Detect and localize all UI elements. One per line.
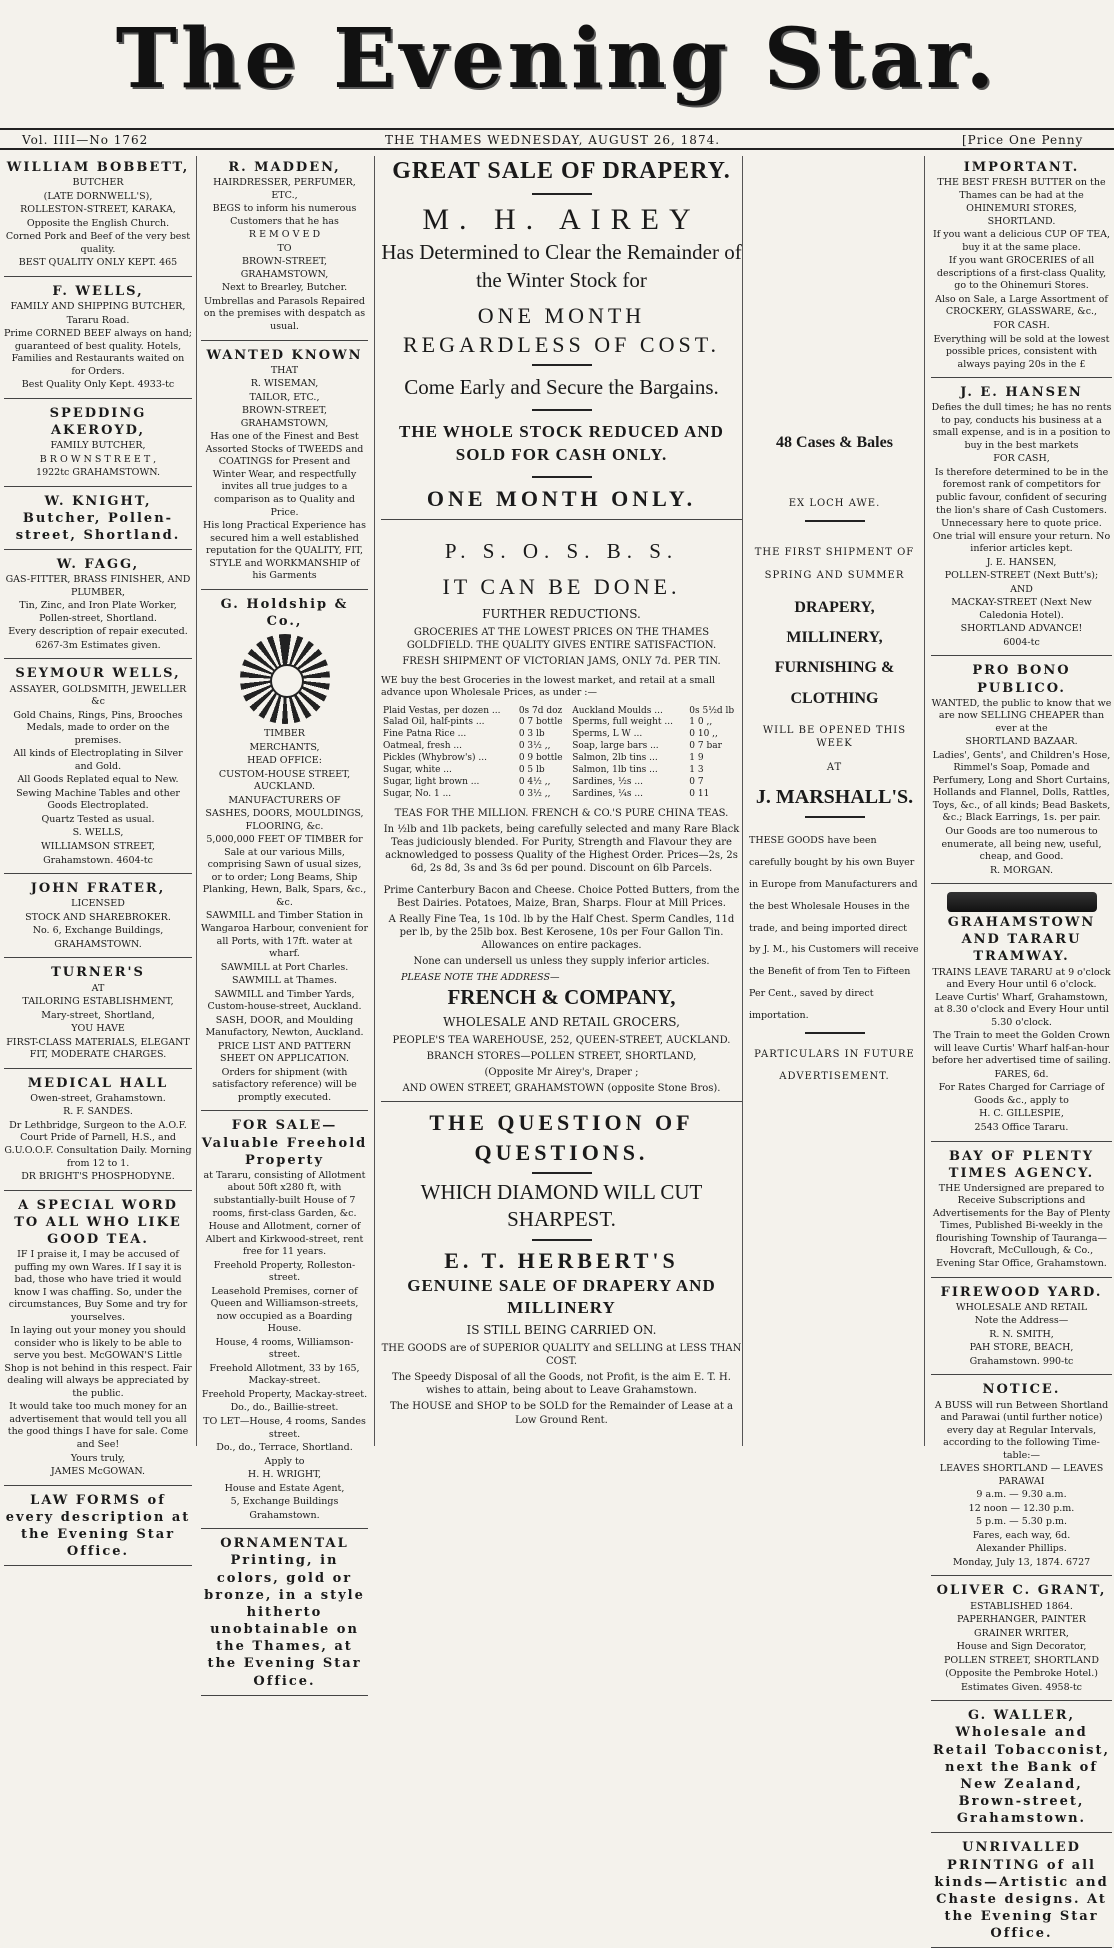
advert-heading: G. WALLER, Wholesale and Retail Tobacconist, next the Bank of New Zealand, Brown-street, Grahamstown. bbox=[932, 1708, 1110, 1827]
advert-line: House, 4 rooms, Williamson-street. bbox=[215, 1336, 354, 1361]
advert-line: FARES, 6d. bbox=[994, 1068, 1049, 1080]
advert bbox=[4, 1072, 192, 1191]
advert-line: Freehold Allotment, 33 by 165, Mackay-street. bbox=[209, 1362, 360, 1387]
advert bbox=[931, 1579, 1112, 1701]
advert-line: BUTCHER bbox=[72, 177, 124, 189]
advert bbox=[4, 402, 192, 487]
table-cell: 1 9 bbox=[689, 753, 704, 764]
advert-line: Grahamstown. 4604-tc bbox=[43, 854, 153, 866]
advert bbox=[4, 553, 192, 659]
advert-line: THAT bbox=[270, 364, 299, 376]
advert-line: Tararu Road. bbox=[66, 314, 130, 326]
advert-heading: W. KNIGHT, Butcher, Pollen-street, Shortland. bbox=[15, 493, 181, 543]
table-cell: 0 7 bbox=[689, 776, 704, 787]
advert-line: SHORTLAND BAZAAR. bbox=[965, 736, 1078, 748]
advert-line: J. E. HANSEN, bbox=[986, 556, 1057, 568]
column-4 bbox=[742, 156, 920, 1446]
advert-line: Prime CORNED BEEF always on hand; guaranteed of best quality. Hotels, Families and Restaurants waited on for Orders. bbox=[4, 328, 192, 377]
advert-line: FAMILY AND SHIPPING BUTCHER, bbox=[10, 301, 186, 313]
advert-line: Apply to bbox=[264, 1455, 305, 1467]
advert-line: B R O W N S T R E E T , bbox=[39, 453, 157, 465]
section-rule bbox=[381, 519, 742, 520]
advert-line: Defies the dull times; he has no rents to pay, conducts his business at a small expense, and is in a position to buy in the best markets bbox=[931, 402, 1112, 451]
advert-line: ROLLESTON-STREET, KARAKA, bbox=[20, 204, 176, 216]
advert-line: IF I praise it, I may be accused of puffing my own Wares. If I say it is bad, those who have tried it would know I was chaffing. So, under the circumstances, Buy Some and try for yourselves. bbox=[8, 1249, 188, 1323]
further-reductions: FURTHER REDUCTIONS. bbox=[482, 607, 641, 622]
advert-line: Grahamstown. bbox=[249, 1509, 320, 1521]
great-sale-heading: GREAT SALE OF DRAPERY. bbox=[392, 158, 731, 184]
advert-line: FOR CASH, bbox=[993, 453, 1050, 465]
table-cell: Fine Patna Rice ... bbox=[383, 729, 467, 740]
can-be-done-heading: IT CAN BE DONE. bbox=[442, 574, 681, 600]
advert-line: SASHES, DOORS, MOULDINGS, FLOORING, &c. bbox=[205, 808, 364, 832]
advert-line: Do., do., Baillie-street. bbox=[230, 1402, 339, 1414]
advert-line: House and Allotment, corner of Albert and Kirkwood-street, rent free for 11 years. bbox=[205, 1221, 364, 1258]
advert-line: R. F. SANDES. bbox=[63, 1106, 133, 1118]
advert-line: Note the Address— bbox=[974, 1315, 1069, 1327]
still-carried-text: IS STILL BEING CARRIED ON. bbox=[466, 1322, 657, 1337]
column-5 bbox=[924, 156, 1112, 1942]
advert-heading: GRAHAMSTOWN AND TARARU TRAMWAY. bbox=[947, 915, 1096, 965]
advert bbox=[931, 156, 1112, 378]
advert-line: TRAINS LEAVE TARARU at 9 o'clock and Every Hour until 6 o'clock. Leave Curtis' Wharf, Grahamstown, at 8.30 o'clock and Every Hour until 5.30 o'clock. bbox=[932, 966, 1111, 1028]
advert-line: Grahamstown. 990-tc bbox=[969, 1355, 1074, 1367]
divider bbox=[532, 1172, 592, 1174]
advert-line: Freehold Property, Mackay-street. bbox=[201, 1388, 368, 1400]
advert-line: SAWMILL at Port Charles. bbox=[220, 961, 349, 973]
advert bbox=[4, 961, 192, 1068]
airey-heading: M. H. AIREY bbox=[422, 202, 701, 236]
advert-line: Also on Sale, a Large Assortment of CROCKERY, GLASSWARE, &c., bbox=[935, 293, 1108, 318]
table-cell: 0 7 bottle bbox=[518, 717, 563, 728]
advert-heading: W. FAGG, bbox=[56, 557, 140, 573]
advert-line: PRICE LIST AND PATTERN SHEET ON APPLICATION. bbox=[217, 1040, 352, 1065]
first-shipment: THE FIRST SHIPMENT OF bbox=[754, 547, 915, 559]
advert-line: SAWMILL and Timber Station in Wangaroa Harbour, convenient for all Ports, with 17ft. water at wharf. bbox=[201, 910, 369, 960]
table-row bbox=[381, 741, 742, 753]
cases-heading: 48 Cases & Bales bbox=[776, 434, 893, 451]
advert-line: House and Estate Agent, bbox=[224, 1482, 345, 1494]
one-month-only-heading: ONE MONTH ONLY. bbox=[426, 486, 697, 512]
advert-line: BEST QUALITY ONLY KEPT. 465 bbox=[18, 257, 178, 269]
divider bbox=[532, 409, 592, 411]
advert-line: GRAHAMSTOWN. bbox=[54, 938, 142, 950]
table-cell: Salmon, 2lb tins ... bbox=[572, 753, 658, 764]
table-cell: Sugar, No. 1 ... bbox=[383, 788, 452, 799]
advert-line: Gold Chains, Rings, Pins, Brooches Medals, made to order on the premises. bbox=[13, 709, 183, 746]
opened-text: WILL BE OPENED THIS WEEK bbox=[762, 725, 907, 750]
advert-line: 5,000,000 FEET OF TIMBER for Sale at our various Mills, comprising Sawn of usual sizes, or to order; Long Beams, Ship Planking, Hewn, Balk, Spars, &c., &c. bbox=[202, 834, 367, 908]
advert-line: In laying out your money you should consider who is likely to be able to serve you best. McGOWAN'S Little Shop is not behind in this respect. Fair dealing will always be appreciated by the public. bbox=[4, 1325, 192, 1399]
advert-line: 5 p.m. — 5.30 p.m. bbox=[975, 1516, 1068, 1528]
advert-line: BEGS to inform his numerous Customers that he has bbox=[212, 203, 357, 227]
advert bbox=[201, 1114, 368, 1529]
drapery-heading: DRAPERY, MILLINERY, FURNISHING & CLOTHING bbox=[774, 598, 895, 707]
advert-line: GAS-FITTER, BRASS FINISHER, AND PLUMBER, bbox=[5, 574, 191, 598]
advert-line: 6267-3m Estimates given. bbox=[35, 639, 161, 651]
jams-notice: FRESH SHIPMENT OF VICTORIAN JAMS, ONLY 7d. PER TIN. bbox=[402, 656, 721, 668]
advert-line: TO LET—House, 4 rooms, Sandes street. bbox=[203, 1416, 366, 1440]
particulars-text: PARTICULARS IN FUTURE ADVERTISEMENT. bbox=[754, 1048, 915, 1082]
advert-line: SASH, DOOR, and Moulding Manufactory, Newton, Auckland. bbox=[205, 1014, 364, 1039]
advert-line: R E M O V E D bbox=[248, 229, 321, 241]
advert bbox=[4, 1489, 192, 1567]
spacer bbox=[749, 156, 920, 426]
advert-line: Do., do., Terrace, Shortland. bbox=[216, 1442, 353, 1454]
advert-heading: JOHN FRATER, bbox=[30, 881, 166, 897]
regardless-heading: REGARDLESS OF COST. bbox=[402, 331, 721, 357]
advert-heading: R. MADDEN, bbox=[228, 160, 341, 175]
advert-line: Best Quality Only Kept. 4933-tc bbox=[21, 379, 175, 391]
advert-line: Our Goods are too numerous to enumerate, all being new, useful, cheap, and Good. bbox=[941, 826, 1102, 863]
advert-line: Fares, each way, 6d. bbox=[972, 1529, 1071, 1541]
advert-heading: IMPORTANT. bbox=[963, 160, 1080, 175]
advert-line: OHINEMURI STORES, SHORTLAND. bbox=[966, 203, 1077, 227]
advert bbox=[4, 490, 192, 550]
advert-line: (Opposite the Pembroke Hotel.) bbox=[945, 1668, 1098, 1680]
advert bbox=[931, 659, 1112, 884]
advert-heading: TURNER'S bbox=[51, 965, 145, 981]
house-shop-text: The HOUSE and SHOP to be SOLD for the Remainder of Lease at a Low Ground Rent. bbox=[390, 1401, 733, 1426]
advert-line: HAIRDRESSER, PERFUMER, ETC., bbox=[213, 177, 356, 201]
advert-heading: LAW FORMS of every description at the Evening Star Office. bbox=[5, 1492, 191, 1560]
masthead-title: The Evening Star. bbox=[115, 11, 999, 107]
advert-heading: ORNAMENTAL Printing, in colors, gold or bronze, in a style hitherto unobtainable on the Thames, at the Evening Star Office. bbox=[204, 1536, 365, 1689]
genuine-sale-heading: GENUINE SALE OF DRAPERY AND MILLINERY bbox=[407, 1276, 716, 1318]
advert-line: GRAINER WRITER, bbox=[974, 1627, 1069, 1639]
divider bbox=[532, 1239, 592, 1241]
french-company-heading: FRENCH & COMPANY, bbox=[447, 985, 676, 1010]
advert-line: TAILORING ESTABLISHMENT, bbox=[22, 996, 174, 1008]
divider bbox=[532, 364, 592, 366]
advert-line: 2543 Office Tararu. bbox=[974, 1121, 1069, 1133]
at-text: AT bbox=[826, 761, 843, 773]
table-cell: Sugar, light brown ... bbox=[383, 776, 480, 787]
table-cell: 0 4½ ,, bbox=[518, 776, 551, 787]
advert-line: AT bbox=[91, 982, 105, 994]
advert-line: All kinds of Electroplating in Silver and Gold. bbox=[13, 748, 183, 772]
table-cell: Sperms, full weight ... bbox=[572, 717, 673, 728]
advert-line: AND bbox=[1010, 583, 1033, 595]
advert-line: SAWMILL at Thames. bbox=[231, 975, 337, 987]
advert-line: FOR CASH. bbox=[993, 320, 1050, 331]
advert bbox=[931, 1704, 1112, 1833]
advert-line: 6004-tc bbox=[1003, 636, 1040, 648]
table-row bbox=[381, 729, 742, 741]
advert-line: Leasehold Premises, corner of Queen and Williamson-streets, now occupied as a Boarding House. bbox=[210, 1285, 359, 1335]
advert-line: H. H. WRIGHT, bbox=[247, 1469, 322, 1481]
volume-number: Vol. IIII—No 1762 bbox=[22, 133, 149, 147]
advert-line: STOCK AND SHAREBROKER. bbox=[25, 911, 171, 923]
tram-icon bbox=[947, 892, 1097, 912]
sawblade-icon bbox=[240, 634, 330, 724]
masthead bbox=[0, 0, 1114, 118]
advert bbox=[931, 1145, 1112, 1278]
advert-line: at Tararu, consisting of Allotment about 50ft x280 ft, with substantially-built House of 7 rooms, first-class Garden, &c. bbox=[203, 1169, 366, 1219]
table-cell: 0 3½ ,, bbox=[518, 741, 551, 752]
advert-line: Yours truly, bbox=[70, 1452, 126, 1464]
advert-line: SAWMILL and Timber Yards, Custom-house-street, Auckland. bbox=[207, 988, 362, 1013]
branch-text: BRANCH STORES—POLLEN STREET, SHORTLAND, bbox=[426, 1050, 697, 1062]
table-cell: Pickles (Whybrow's) ... bbox=[383, 753, 487, 764]
advert-line: TAILOR, ETC., bbox=[249, 391, 320, 403]
teas-heading: TEAS FOR THE MILLION. FRENCH & CO.'S PURE CHINA TEAS. bbox=[394, 807, 729, 819]
advert-heading: PRO BONO PUBLICO. bbox=[972, 663, 1071, 696]
advert-line: FIRST-CLASS MATERIALS, ELEGANT FIT, MODERATE CHARGES. bbox=[6, 1036, 190, 1061]
table-cell: 0s 5½d lb bbox=[689, 705, 735, 716]
table-cell: 0s 7d doz bbox=[518, 705, 563, 716]
advert-heading: G. Holdship & Co., bbox=[220, 596, 349, 629]
table-row bbox=[381, 789, 742, 801]
canterbury-text: Prime Canterbury Bacon and Cheese. Choice Potted Butters, from the Best Dairies. Potatoes, Maize, Bran, Sharps. Flour at Mill Prices. bbox=[383, 884, 740, 909]
advert-line: TO bbox=[277, 242, 292, 254]
advert bbox=[4, 1194, 192, 1486]
advert bbox=[4, 662, 192, 874]
table-cell: 0 7 bar bbox=[689, 741, 722, 752]
question-heading: THE QUESTION OF QUESTIONS. bbox=[429, 1110, 694, 1165]
advert-line: Quartz Tested as usual. bbox=[41, 813, 155, 825]
advert-line: MANUFACTURERS OF bbox=[228, 794, 341, 806]
advert-line: THE Undersigned are prepared to Receive Subscriptions and Advertisements for the Bay of Plenty Times, Published Bi-weekly in the flourishing Township of Tauranga—Hovcraft, McCullough, & Co., Evening Star Office, Grahamstown. bbox=[932, 1182, 1111, 1269]
opposite-text: (Opposite Mr Airey's, Draper ; bbox=[484, 1067, 639, 1079]
come-early-text: Come Early and Secure the Bargains. bbox=[404, 374, 719, 399]
advert-line: 12 noon — 12.30 p.m. bbox=[968, 1502, 1075, 1514]
advert-heading: A SPECIAL WORD TO ALL WHO LIKE GOOD TEA. bbox=[14, 1197, 182, 1247]
table-cell: Salmon, 1lb tins ... bbox=[572, 764, 658, 775]
advert-line: POLLEN STREET, SHORTLAND bbox=[944, 1654, 1099, 1666]
advert-line: Dr Lethbridge, Surgeon to the A.O.F. Court Pride of Parnell, H.S., and G.U.O.O.F. Consultation Daily. Morning from 12 to 1. bbox=[4, 1119, 192, 1169]
table-cell: Auckland Moulds ... bbox=[572, 705, 663, 716]
advert-line: All Goods Replated equal to New. bbox=[17, 774, 179, 786]
advert-line: Tin, Zinc, and Iron Plate Worker, Pollen-street, Shortland. bbox=[19, 600, 177, 624]
table-cell: Sardines, ¼s ... bbox=[572, 788, 643, 799]
advert-heading: BAY OF PLENTY TIMES AGENCY. bbox=[948, 1148, 1095, 1181]
advert bbox=[931, 1281, 1112, 1376]
advert-line: MERCHANTS, bbox=[249, 741, 320, 753]
advert-line: Umbrellas and Parasols Repaired on the premises with despatch as usual. bbox=[203, 295, 366, 332]
spring-summer: SPRING AND SUMMER bbox=[764, 570, 905, 582]
advert-line: WILLIAMSON STREET, bbox=[41, 841, 155, 852]
these-goods-text: THESE GOODS have been carefully bought by his own Buyer in Europe from Manufacturers and the best Wholesale Houses in the trade, and being imported direct by J. M., his Customers will receive the Benefit of from Ten to Fifteen Per Cent., saved by direct importation. bbox=[749, 835, 919, 1021]
advert bbox=[931, 887, 1112, 1141]
divider bbox=[805, 520, 865, 522]
advert-line: Mary-street, Shortland, bbox=[41, 1009, 155, 1021]
divider bbox=[532, 193, 592, 195]
herbert-heading: E. T. HERBERT'S bbox=[444, 1247, 679, 1273]
advert-line: Opposite the English Church. bbox=[26, 217, 170, 229]
dateline bbox=[0, 128, 1114, 150]
advert-line: YOU HAVE bbox=[71, 1023, 125, 1035]
advert bbox=[201, 344, 368, 590]
advert-line: For Rates Charged for Carriage of Goods &c., apply to bbox=[938, 1082, 1105, 1106]
advert-line: PAH STORE, BEACH, bbox=[969, 1342, 1074, 1354]
table-row bbox=[381, 706, 742, 718]
teas-body: In ½lb and 1lb packets, being carefully selected and many Rare Black Teas judiciously blended. For Purity, Strength and Flavour they are acknowledged to possess Quality of the Highest Order. Prices—2s, 2s 6d, 2s 8d, 3s and 3s 6d per pound. Discount on 6lb Parcels. bbox=[383, 823, 740, 875]
advert-line: The Train to meet the Golden Crown will leave Curtis' Wharf half-an-hour before her advertised time of sailing. bbox=[932, 1030, 1111, 1067]
table-cell: Sugar, white ... bbox=[383, 764, 452, 775]
column-1 bbox=[4, 156, 192, 1560]
groceries-notice: GROCERIES AT THE LOWEST PRICES ON THE THAMES GOLDFIELD. THE QUALITY GIVES ENTIRE SATISFACTION. bbox=[406, 626, 717, 652]
ex-loch-awe: EX LOCH AWE. bbox=[788, 498, 881, 510]
advert-heading: NOTICE. bbox=[982, 1382, 1061, 1398]
advert-line: Every description of repair executed. bbox=[8, 626, 188, 638]
column-3 bbox=[374, 156, 742, 1446]
advert-heading: FOR SALE—Valuable Freehold Property bbox=[201, 1118, 368, 1168]
advert-line: Next to Brearley, Butcher. bbox=[221, 282, 348, 294]
advert-line: It would take too much money for an advertisement that would tell you all the good things I have for sale. Come and See! bbox=[7, 1401, 189, 1450]
advert-line: FAMILY BUTCHER, bbox=[50, 440, 146, 452]
advert-line: No. 6, Exchange Buildings, bbox=[32, 925, 164, 937]
advert bbox=[201, 156, 368, 341]
advert-heading: MEDICAL HALL bbox=[27, 1075, 169, 1091]
advert bbox=[931, 1378, 1112, 1576]
price: [Price One Penny bbox=[962, 133, 1084, 147]
goods-text: THE GOODS are of SUPERIOR QUALITY and SELLING at LESS THAN COST. bbox=[381, 1342, 742, 1367]
advert-heading: WANTED KNOWN bbox=[206, 347, 363, 363]
advert-line: 5, Exchange Buildings bbox=[230, 1496, 339, 1508]
determined-text: Has Determined to Clear the Remainder of the Winter Stock for bbox=[381, 240, 742, 292]
advert bbox=[201, 593, 368, 1112]
advert-line: Alexander Phillips. bbox=[976, 1543, 1067, 1555]
marshall-heading: J. MARSHALL'S. bbox=[755, 785, 914, 808]
advert-line: Unnecessary here to quote price. One trial will ensure your return. No inferior articles kept. bbox=[932, 518, 1111, 555]
table-row bbox=[381, 765, 742, 777]
owen-street-text: AND OWEN STREET, GRAHAMSTOWN (opposite Stone Bros). bbox=[402, 1083, 721, 1095]
advert-heading: J. E. HANSEN bbox=[960, 385, 1083, 401]
table-cell: 0 3½ ,, bbox=[518, 788, 551, 799]
advert-line: TIMBER bbox=[264, 728, 305, 740]
section-rule bbox=[381, 1101, 742, 1102]
advert-line: BROWN-STREET, GRAHAMSTOWN, bbox=[240, 256, 329, 280]
advert-line: House and Sign Decorator, bbox=[956, 1641, 1087, 1653]
advert-line: Sewing Machine Tables and other Goods Electroplated. bbox=[16, 787, 180, 812]
advert-heading: SPEDDING AKEROYD, bbox=[49, 405, 147, 438]
advert-line: Estimates Given. 4958-tc bbox=[961, 1681, 1082, 1693]
one-month-heading: ONE MONTH bbox=[477, 302, 646, 328]
speedy-text: The Speedy Disposal of all the Goods, not Profit, is the aim E. T. H. wishes to attain, being about to Leave Grahamstown. bbox=[392, 1372, 731, 1397]
advert-line: SHORTLAND ADVANCE! bbox=[960, 623, 1083, 635]
table-cell: 0 10 ,, bbox=[689, 729, 718, 740]
advert-line: CUSTOM-HOUSE STREET, AUCKLAND. bbox=[218, 768, 351, 793]
table-cell: Sperms, L W ... bbox=[572, 729, 643, 740]
we-buy-text: WE buy the best Groceries in the lowest market, and retail at a small advance upon Wholesale Prices, as under :— bbox=[381, 674, 716, 699]
fine-tea-text: A Really Fine Tea, 1s 10d. lb by the Half Chest. Sperm Candles, 11d per lb, by the 25lb box. Best Kerosene, 10s per Four Gallon Tin. Allowances on entire packages. bbox=[388, 913, 735, 952]
divider bbox=[805, 1032, 865, 1034]
advert-line: LICENSED bbox=[71, 898, 125, 910]
advert-line: LEAVES SHORTLAND — LEAVES PARAWAI bbox=[939, 1463, 1104, 1487]
advert-heading: SEYMOUR WELLS, bbox=[15, 666, 181, 682]
advert-line: S. WELLS, bbox=[72, 827, 124, 839]
advert-line: Freehold Property, Rolleston-street. bbox=[213, 1259, 356, 1284]
advert-line: MACKAY-STREET (Next New Caledonia Hotel). bbox=[951, 597, 1092, 621]
advert-line: Owen-street, Grahamstown. bbox=[30, 1092, 166, 1104]
table-cell: Soap, large bars ... bbox=[572, 741, 659, 752]
advert-heading: UNRIVALLED PRINTING of all kinds—Artistic and Chaste designs. At the Evening Star Office. bbox=[934, 1840, 1109, 1942]
table-cell: 1 3 bbox=[689, 764, 704, 775]
column-2 bbox=[196, 156, 369, 1689]
please-note-text: PLEASE NOTE THE ADDRESS— bbox=[401, 971, 560, 983]
advert-line: HEAD OFFICE: bbox=[247, 755, 322, 767]
advert-line: H. C. GILLESPIE, bbox=[979, 1108, 1064, 1120]
table-cell: 0 11 bbox=[689, 788, 710, 799]
diamond-heading: WHICH DIAMOND WILL CUT SHARPEST. bbox=[420, 1179, 703, 1232]
table-row bbox=[381, 717, 742, 729]
price-table bbox=[381, 706, 742, 801]
divider bbox=[532, 476, 592, 478]
advert-line: Ladies', Gents', and Children's Hose, Rimmel's Soap, Pomade and Perfumery, Long and Short Curtains, Hollands and Flannel, Dolls, Rattles, Toys, &c., of all kinds; Bead Baskets, &c.; Black Earrings, 1s. per pair. bbox=[932, 749, 1111, 824]
advert-line: ASSAYER, GOLDSMITH, JEWELLER &c bbox=[9, 683, 187, 708]
table-row bbox=[381, 777, 742, 789]
advert-line: R. MORGAN. bbox=[989, 864, 1054, 876]
advert-line: THE BEST FRESH BUTTER on the Thames can be had at the bbox=[937, 177, 1106, 201]
advert-line: Is therefore determined to be in the foremost rank of competitors for public favour, confident of securing the lion's share of Cash Customers. bbox=[934, 466, 1109, 516]
advert-line: WHOLESALE AND RETAIL bbox=[955, 1301, 1088, 1313]
advert-heading: F. WELLS, bbox=[52, 283, 144, 299]
warehouse-text: PEOPLE'S TEA WAREHOUSE, 252, QUEEN-STREET, AUCKLAND. bbox=[392, 1034, 731, 1046]
psoss-heading: P. S. O. S. B. S. bbox=[444, 539, 679, 564]
table-cell: 1 0 ,, bbox=[689, 717, 713, 728]
advert-line: ESTABLISHED 1864. bbox=[970, 1600, 1073, 1612]
advert-line: R. WISEMAN, bbox=[250, 378, 319, 390]
advert-line: WANTED, the public to know that we are now SELLING CHEAPER than ever at the bbox=[931, 697, 1112, 734]
whole-stock-text: THE WHOLE STOCK REDUCED AND SOLD FOR CASH ONLY. bbox=[399, 422, 724, 464]
advert-line: A BUSS will run Between Shortland and Parawai (until further notice) every day at Regular Intervals, according to the following Time-table:— bbox=[934, 1399, 1109, 1461]
advert-line: BROWN-STREET, GRAHAMSTOWN, bbox=[240, 405, 329, 429]
advert-line: His long Practical Experience has secured him a well established reputation for the QUALITY, FIT, STYLE and WORKMANSHIP of his Garments bbox=[203, 520, 366, 582]
table-row bbox=[381, 753, 742, 765]
advert-line: If you want a delicious CUP OF TEA, buy it at the same place. bbox=[932, 229, 1111, 253]
advert-line: POLLEN-STREET (Next Butt's); bbox=[944, 570, 1099, 582]
advert bbox=[4, 280, 192, 399]
advert bbox=[4, 156, 192, 277]
advert-heading: OLIVER C. GRANT, bbox=[936, 1583, 1107, 1599]
none-can-text: None can undersell us unless they supply inferior articles. bbox=[413, 956, 710, 968]
advert-line: Corned Pork and Beef of the very best quality. bbox=[5, 231, 191, 255]
advert bbox=[4, 877, 192, 958]
place-date: THE THAMES WEDNESDAY, AUGUST 26, 1874. bbox=[385, 133, 721, 147]
table-cell: 0 9 bottle bbox=[518, 753, 563, 764]
advert bbox=[931, 1836, 1112, 1948]
advert-line: 1922tc GRAHAMSTOWN. bbox=[36, 467, 160, 479]
table-cell: 0 3 lb bbox=[518, 729, 545, 740]
divider bbox=[805, 816, 865, 818]
advert-line: Orders for shipment (with satisfactory reference) will be promptly executed. bbox=[212, 1066, 357, 1103]
table-cell: Salad Oil, half-pints ... bbox=[383, 717, 485, 728]
table-cell: 0 5 lb bbox=[518, 764, 545, 775]
advert-line: (LATE DORNWELL'S), bbox=[43, 190, 153, 202]
advert-line: Monday, July 13, 1874. 6727 bbox=[952, 1556, 1091, 1568]
advert-heading: WILLIAM BOBBETT, bbox=[6, 160, 190, 175]
advert-line: R. N. SMITH, bbox=[989, 1328, 1054, 1340]
advert bbox=[931, 381, 1112, 656]
advert-line: PAPERHANGER, PAINTER bbox=[957, 1614, 1086, 1626]
advert-line: If you want GROCERIES of all descriptions of a first-class Quality, go to the Ohinemuri Stores. bbox=[936, 255, 1107, 292]
advert-line: Has one of the Finest and Best Assorted Stocks of TWEEDS and COATINGS for Present and Winter Wear, and respectfully invites all true judges to a comparison as to Quality and Price. bbox=[205, 431, 364, 518]
wholesale-text: WHOLESALE AND RETAIL GROCERS, bbox=[443, 1014, 680, 1029]
advert-line: Everything will be sold at the lowest possible prices, consistent with always paying 20s in the £ bbox=[933, 333, 1110, 370]
advert-line: 9 a.m. — 9.30 a.m. bbox=[976, 1489, 1067, 1501]
table-cell: Plaid Vestas, per dozen ... bbox=[383, 705, 501, 716]
advert-heading: FIREWOOD YARD. bbox=[940, 1284, 1103, 1300]
table-cell: Sardines, ½s ... bbox=[572, 776, 643, 787]
advert bbox=[201, 1532, 368, 1695]
advert-line: JAMES McGOWAN. bbox=[50, 1466, 146, 1478]
advert-line: DR BRIGHT'S PHOSPHODYNE. bbox=[21, 1171, 175, 1183]
table-cell: Oatmeal, fresh ... bbox=[383, 741, 463, 752]
